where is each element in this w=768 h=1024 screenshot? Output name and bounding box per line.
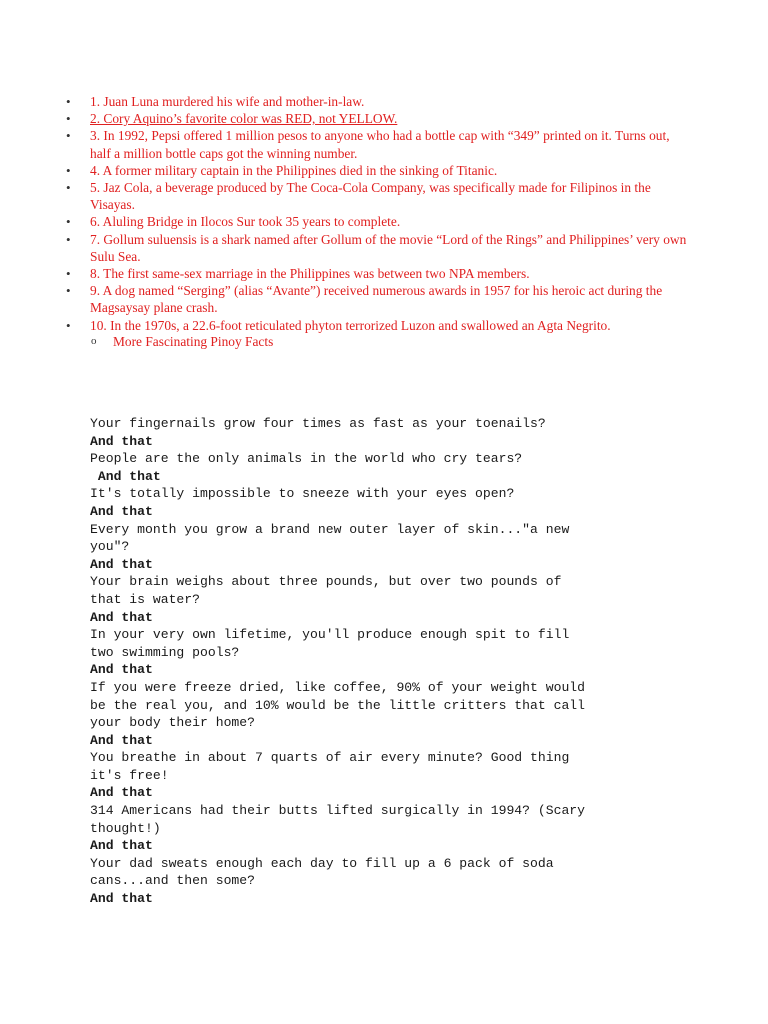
fact-item [66, 110, 690, 127]
bullet-icon: • [66, 111, 71, 127]
bullet-icon: • [66, 317, 71, 333]
trivia-question-line: Your brain weighs about three pounds, but over two pounds of [90, 574, 562, 590]
fact-text: 4. A former military captain in the Philippines died in the sinking of Titanic. [90, 162, 498, 178]
fact-text: 10. In the 1970s, a 22.6-foot reticulated phyton terrorized Luzon and swallowed an Agta Negrito. [90, 317, 611, 333]
trivia-question-line: be the real you, and 10% would be the little critters that call [90, 697, 586, 713]
bullet-icon: • [66, 214, 71, 230]
fact-item [66, 162, 690, 179]
fact-text: 7. Gollum suluensis is a shark named after Gollum of the movie “Lord of the Rings” and Philippines’ very own Sulu Sea. [90, 231, 687, 264]
bullet-icon: • [66, 231, 71, 247]
fact-item [66, 282, 690, 316]
fact-item [66, 231, 690, 265]
trivia-question-line: 314 Americans had their butts lifted surgically in 1994? (Scary [90, 803, 586, 819]
sub-bullet-icon: o [91, 335, 97, 347]
and-that-label: And that [90, 785, 153, 801]
bullet-icon: • [66, 283, 71, 299]
bullet-icon: • [66, 94, 71, 109]
and-that-label: And that [90, 662, 153, 678]
bullet-icon: • [66, 266, 71, 282]
fact-text: 5. Jaz Cola, a beverage produced by The Coca-Cola Company, was specifically made for Filipinos in the Visayas. [90, 180, 651, 213]
fact-item [66, 265, 690, 282]
bullet-icon: • [66, 162, 71, 178]
trivia-question-line: two swimming pools? [90, 644, 240, 660]
and-that-label: And that [90, 609, 153, 625]
fact-item [66, 127, 690, 161]
more-facts-label: More Fascinating Pinoy Facts [113, 334, 274, 349]
and-that-label: And that [90, 838, 153, 854]
fact-item [66, 93, 690, 110]
trivia-question-line: People are the only animals in the world who cry tears? [90, 451, 523, 467]
fact-text[interactable]: 2. Cory Aquino’s favorite color was RED, not YELLOW. [90, 111, 398, 127]
trivia-question-line: In your very own lifetime, you'll produce enough spit to fill [90, 627, 570, 643]
trivia-question-line: Your fingernails grow four times as fast as your toenails? [90, 416, 546, 431]
trivia-question-line: You breathe in about 7 quarts of air every minute? Good thing [90, 750, 570, 766]
and-that-label: And that [90, 556, 153, 572]
trivia-question-line: cans...and then some? [90, 873, 256, 889]
fact-text: 3. In 1992, Pepsi offered 1 million pesos to anyone who had a bottle cap with “349” printed on it. Turns out, half a million bottle caps got the winning number. [90, 128, 670, 161]
trivia-question-line: that is water? [90, 591, 201, 607]
fact-text: 9. A dog named “Serging” (alias “Avante”) received numerous awards in 1957 for his heroic act during the Magsaysay plane crash. [90, 283, 663, 316]
and-that-label: And that [90, 468, 161, 484]
trivia-question-line: Every month you grow a brand new outer layer of skin..."a new [90, 521, 570, 537]
pinoy-facts-list [66, 93, 690, 334]
trivia-question-line: Your dad sweats enough each day to fill up a 6 pack of soda [90, 855, 554, 871]
trivia-question-line: your body their home? [90, 715, 256, 731]
trivia-question-line: it's free! [90, 767, 169, 783]
and-that-label: And that [90, 433, 153, 449]
trivia-question-line: thought!) [90, 820, 161, 836]
fact-item [66, 179, 690, 213]
trivia-block [90, 415, 690, 908]
fact-text: 8. The first same-sex marriage in the Philippines was between two NPA members. [90, 266, 530, 282]
bullet-icon: • [66, 180, 71, 196]
and-that-label: And that [90, 891, 153, 907]
more-facts-link[interactable] [91, 333, 274, 350]
fact-text: 1. Juan Luna murdered his wife and mother-in-law. [90, 94, 365, 109]
bullet-icon: • [66, 128, 71, 144]
and-that-label: And that [90, 732, 153, 748]
trivia-question-line: you"? [90, 539, 130, 555]
trivia-question-line: It's totally impossible to sneeze with your eyes open? [90, 486, 515, 502]
fact-item [66, 213, 690, 230]
and-that-label: And that [90, 503, 153, 519]
fact-text: 6. Aluling Bridge in Ilocos Sur took 35 years to complete. [90, 214, 401, 230]
trivia-question-line: If you were freeze dried, like coffee, 90% of your weight would [90, 679, 586, 695]
fact-item [66, 317, 690, 334]
